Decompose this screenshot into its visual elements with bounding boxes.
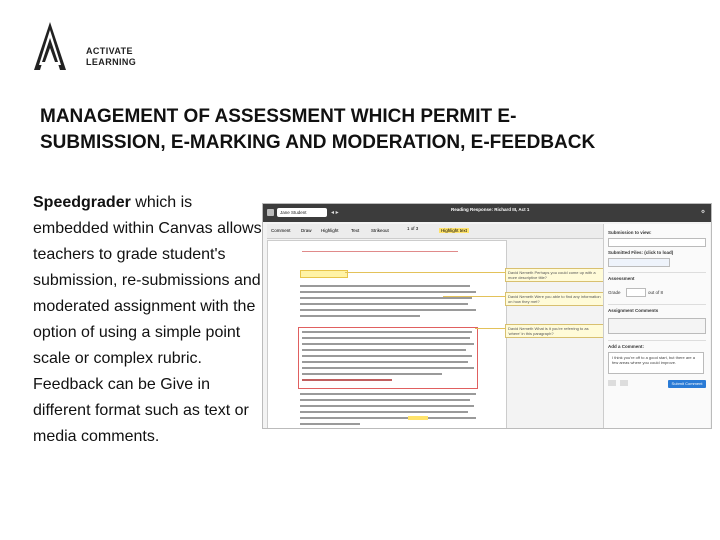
margin-comment[interactable]: David Nemeth Were you able to find any information on how they met?: [505, 292, 605, 306]
activate-learning-logo: [32, 20, 172, 80]
annotation-strike: [302, 251, 458, 252]
text-line: [302, 361, 468, 363]
margin-comment[interactable]: David Nemeth What is it you're referring to as 'where' in this paragraph?: [505, 324, 605, 338]
text-line: [302, 331, 472, 333]
text-line: [302, 355, 472, 357]
grade-out-of: out of 8: [648, 290, 664, 295]
page-indicator: 1 of 3: [407, 226, 419, 231]
gradebook-icon: [267, 209, 274, 216]
comment-connector: [345, 272, 507, 273]
text-line: [302, 373, 442, 375]
text-line: [302, 367, 474, 369]
logo-line-1: ACTIVATE: [86, 46, 133, 56]
text-line: [300, 393, 476, 395]
speedgrader-header: [263, 204, 711, 222]
highlight-tool[interactable]: Highlight: [321, 228, 339, 233]
submission-document: [267, 240, 507, 429]
submission-label: Submission to view:: [608, 230, 652, 235]
assignment-title: Reading Response: Richard III, Act 1: [451, 207, 530, 212]
comment-margin: [505, 240, 607, 360]
grading-sidebar: [603, 224, 710, 428]
text-tool[interactable]: Text: [351, 228, 360, 233]
draw-tool[interactable]: Draw: [301, 228, 312, 233]
grade-input[interactable]: [626, 288, 646, 297]
text-line: [300, 315, 420, 317]
text-line: [302, 379, 392, 381]
highlighted-word[interactable]: [408, 416, 428, 420]
logo-text: [86, 46, 136, 68]
text-line: [300, 423, 360, 425]
highlighted-title[interactable]: [300, 270, 348, 278]
text-line: [300, 303, 468, 305]
text-line: [300, 417, 476, 419]
existing-comment: [608, 318, 706, 334]
add-comment-label: Add a Comment:: [608, 344, 644, 349]
comment-textarea[interactable]: I think you're off to a good start, but there are a few areas where you could improve.: [608, 352, 704, 374]
text-line: [302, 349, 466, 351]
speedgrader-term: Speedgrader: [33, 194, 131, 211]
speedgrader-screenshot: [262, 203, 712, 429]
body-paragraph: [33, 190, 265, 450]
divider: [608, 340, 706, 341]
media-comment-icon[interactable]: [620, 380, 628, 386]
comment-connector: [443, 296, 507, 297]
divider: [608, 272, 706, 273]
attach-icon[interactable]: [608, 380, 616, 386]
text-line: [302, 337, 470, 339]
submit-comment-button[interactable]: Submit Comment: [668, 380, 706, 388]
annotation-toolbar: [267, 224, 607, 239]
assignment-comments-label: Assignment Comments: [608, 308, 659, 313]
student-selector[interactable]: Jane Student: [277, 208, 327, 217]
submitted-file-link[interactable]: [608, 258, 670, 267]
text-line: [300, 399, 470, 401]
comment-tool[interactable]: Comment: [271, 228, 291, 233]
divider: [608, 304, 706, 305]
text-line: [302, 343, 474, 345]
grade-label: Grade: [608, 290, 621, 295]
strikeout-tool[interactable]: Strikeout: [371, 228, 389, 233]
logo-line-2: LEARNING: [86, 57, 137, 67]
page-title: MANAGEMENT OF ASSESSMENT WHICH PERMIT E-SUBMISSION, E-MARKING AND MODERATION, E-FEEDBACK: [40, 106, 596, 153]
submitted-files-label: Submitted Files: (click to load): [608, 250, 674, 255]
text-line: [300, 405, 474, 407]
margin-comment[interactable]: David Nemeth Perhaps you could come up with a more descriptive title?: [505, 268, 605, 282]
assessment-label: Assessment: [608, 276, 635, 281]
text-line: [300, 309, 476, 311]
highlight-text-tool[interactable]: Highlight text: [441, 228, 468, 233]
comment-connector: [475, 328, 507, 329]
text-line: [300, 291, 476, 293]
text-line: [300, 411, 468, 413]
submission-select[interactable]: [608, 238, 706, 247]
settings-gear-icon[interactable]: ⚙: [700, 209, 705, 214]
logo-mark-icon: [32, 20, 72, 72]
student-nav-arrows-icon[interactable]: ◂ ▸: [331, 210, 339, 216]
body-text: which is embedded within Canvas allows teachers to grade student's submission, re-submissions and moderated assignment with the option of using a simple point scale or complex rubric. Feedback can be Give in different format such as text or media comments.: [33, 194, 262, 445]
text-line: [300, 285, 470, 287]
text-line: [300, 297, 472, 299]
